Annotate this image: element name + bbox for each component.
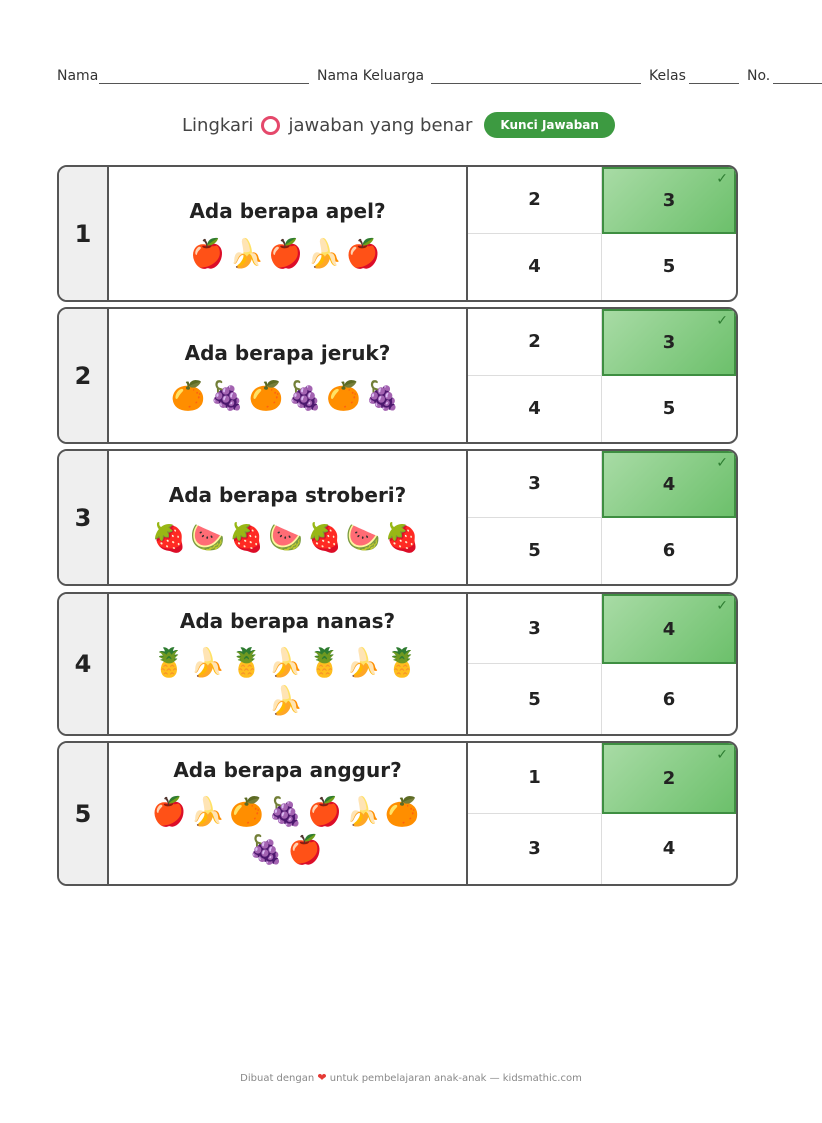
question-number: 5 bbox=[59, 743, 109, 884]
answer-value: 1 bbox=[528, 767, 541, 789]
answer-option[interactable] bbox=[468, 451, 602, 518]
question-text: Ada berapa apel? bbox=[189, 199, 386, 223]
fruit-icon: 🍎 bbox=[151, 795, 191, 828]
answer-value: 4 bbox=[662, 838, 676, 860]
answer-option-correct[interactable] bbox=[602, 451, 736, 518]
answer-option-correct[interactable] bbox=[602, 594, 736, 664]
answer-option[interactable] bbox=[468, 743, 602, 814]
fruit-icon: 🍉 bbox=[345, 521, 385, 554]
answer-option[interactable] bbox=[468, 234, 602, 301]
fruit-icon: 🍎 bbox=[287, 833, 327, 866]
answer-value: 5 bbox=[528, 688, 541, 710]
question-number: 1 bbox=[59, 167, 109, 300]
fruit-icon: 🍇 bbox=[287, 379, 327, 412]
answer-key-badge: Kunci Jawaban bbox=[484, 112, 615, 138]
fruit-icon: 🍎 bbox=[306, 795, 346, 828]
footer bbox=[0, 1071, 822, 1084]
answer-option[interactable] bbox=[602, 518, 736, 585]
fruit-icon: 🍓 bbox=[151, 521, 191, 554]
answer-value: 5 bbox=[662, 256, 676, 278]
answer-value: 2 bbox=[662, 767, 676, 789]
question-card bbox=[57, 592, 738, 736]
fruit-icon: 🍇 bbox=[248, 833, 288, 866]
question-card bbox=[57, 165, 738, 302]
heart-icon: ❤ bbox=[317, 1071, 327, 1084]
footer-text-after: untuk pembelajaran anak-anak — kidsmathic.com bbox=[329, 1073, 582, 1084]
answer-value: 6 bbox=[662, 688, 676, 710]
nama-line[interactable] bbox=[99, 83, 309, 84]
fruit-icon: 🍇 bbox=[365, 379, 405, 412]
footer-text-before: Dibuat dengan bbox=[240, 1073, 315, 1084]
nama-label: Nama bbox=[57, 68, 99, 84]
fruit-icon: 🍌 bbox=[190, 646, 230, 679]
question-text: Ada berapa anggur? bbox=[173, 758, 402, 782]
answer-option[interactable] bbox=[468, 309, 602, 376]
answer-option[interactable] bbox=[602, 814, 736, 885]
kelas-line[interactable] bbox=[689, 83, 739, 84]
fruit-icon: 🍓 bbox=[229, 521, 269, 554]
answer-grid bbox=[468, 594, 736, 734]
fruit-icon: 🍎 bbox=[345, 237, 385, 270]
question-card bbox=[57, 741, 738, 886]
fruit-icon: 🍌 bbox=[345, 646, 385, 679]
answer-option[interactable] bbox=[468, 376, 602, 443]
answer-value: 4 bbox=[662, 618, 676, 640]
answer-value: 6 bbox=[662, 540, 676, 562]
question-card bbox=[57, 449, 738, 586]
answer-option[interactable] bbox=[468, 518, 602, 585]
fruit-icon: 🍌 bbox=[268, 684, 307, 717]
answer-grid bbox=[468, 309, 736, 442]
question-card bbox=[57, 307, 738, 444]
question-text: Ada berapa stroberi? bbox=[168, 483, 407, 507]
fruit-icon: 🍌 bbox=[306, 237, 346, 270]
kelas-label: Kelas bbox=[649, 68, 686, 84]
fruit-images bbox=[139, 519, 436, 557]
question-body bbox=[109, 451, 468, 584]
answer-option-correct[interactable] bbox=[602, 743, 736, 814]
fruit-icon: 🍓 bbox=[384, 521, 424, 554]
check-icon: ✓ bbox=[716, 313, 728, 329]
fruit-icon: 🍍 bbox=[229, 646, 269, 679]
fruit-icon: 🍇 bbox=[268, 795, 307, 828]
fruit-icon: 🍊 bbox=[248, 379, 288, 412]
instruction-text-after: jawaban yang benar bbox=[288, 114, 473, 136]
answer-option[interactable] bbox=[602, 234, 736, 301]
fruit-icon: 🍊 bbox=[326, 379, 366, 412]
fruit-icon: 🍊 bbox=[384, 795, 424, 828]
answer-option-correct[interactable] bbox=[602, 309, 736, 376]
answer-value: 2 bbox=[528, 189, 541, 211]
check-icon: ✓ bbox=[716, 171, 728, 187]
answer-grid bbox=[468, 451, 736, 584]
answer-value: 4 bbox=[528, 398, 541, 420]
check-icon: ✓ bbox=[716, 747, 728, 763]
fruit-icon: 🍓 bbox=[306, 521, 346, 554]
answer-value: 3 bbox=[662, 331, 676, 353]
fruit-icon: 🍌 bbox=[268, 646, 307, 679]
fruit-icon: 🍇 bbox=[209, 379, 249, 412]
question-number: 2 bbox=[59, 309, 109, 442]
instruction-text-before: Lingkari bbox=[182, 114, 254, 136]
answer-grid bbox=[468, 167, 736, 300]
answer-option[interactable] bbox=[602, 376, 736, 443]
nama-keluarga-label: Nama Keluarga bbox=[317, 68, 425, 84]
fruit-icon: 🍉 bbox=[190, 521, 230, 554]
answer-option-correct[interactable] bbox=[602, 167, 736, 234]
no-label: No. bbox=[747, 68, 771, 84]
question-number: 3 bbox=[59, 451, 109, 584]
fruit-images bbox=[139, 377, 436, 415]
answer-grid bbox=[468, 743, 736, 884]
answer-value: 5 bbox=[662, 398, 676, 420]
fruit-icon: 🍊 bbox=[229, 795, 269, 828]
fruit-icon: 🍎 bbox=[268, 237, 307, 270]
question-body bbox=[109, 743, 468, 884]
nama-keluarga-line[interactable] bbox=[431, 83, 641, 84]
answer-value: 2 bbox=[528, 331, 541, 353]
instruction-row bbox=[0, 112, 822, 142]
question-text: Ada berapa jeruk? bbox=[184, 341, 391, 365]
fruit-icon: 🍍 bbox=[306, 646, 346, 679]
answer-option[interactable] bbox=[468, 664, 602, 734]
circle-icon bbox=[261, 116, 280, 135]
check-icon: ✓ bbox=[716, 455, 728, 471]
fruit-images bbox=[139, 793, 436, 869]
fruit-icon: 🍌 bbox=[345, 795, 385, 828]
question-text: Ada berapa nanas? bbox=[179, 609, 396, 633]
answer-value: 4 bbox=[662, 473, 676, 495]
no-line[interactable] bbox=[773, 83, 822, 84]
answer-value: 5 bbox=[528, 540, 541, 562]
answer-option[interactable] bbox=[468, 594, 602, 664]
fruit-icon: 🍊 bbox=[170, 379, 210, 412]
answer-value: 3 bbox=[662, 189, 676, 211]
question-body bbox=[109, 167, 468, 300]
fruit-icon: 🍍 bbox=[151, 646, 191, 679]
answer-value: 3 bbox=[528, 618, 541, 639]
answer-value: 4 bbox=[528, 256, 541, 278]
answer-option[interactable] bbox=[468, 814, 602, 885]
answer-option[interactable] bbox=[468, 167, 602, 234]
answer-option[interactable] bbox=[602, 664, 736, 734]
check-icon: ✓ bbox=[716, 598, 728, 614]
question-body bbox=[109, 309, 468, 442]
fruit-icon: 🍍 bbox=[384, 646, 424, 679]
answer-value: 3 bbox=[528, 473, 541, 495]
student-info-header bbox=[57, 68, 822, 88]
question-body bbox=[109, 594, 468, 734]
question-number: 4 bbox=[59, 594, 109, 734]
fruit-icon: 🍎 bbox=[190, 237, 230, 270]
fruit-images bbox=[139, 644, 436, 720]
fruit-icon: 🍌 bbox=[229, 237, 269, 270]
fruit-images bbox=[139, 235, 436, 273]
fruit-icon: 🍉 bbox=[268, 521, 307, 554]
fruit-icon: 🍌 bbox=[190, 795, 230, 828]
answer-value: 3 bbox=[528, 838, 541, 860]
